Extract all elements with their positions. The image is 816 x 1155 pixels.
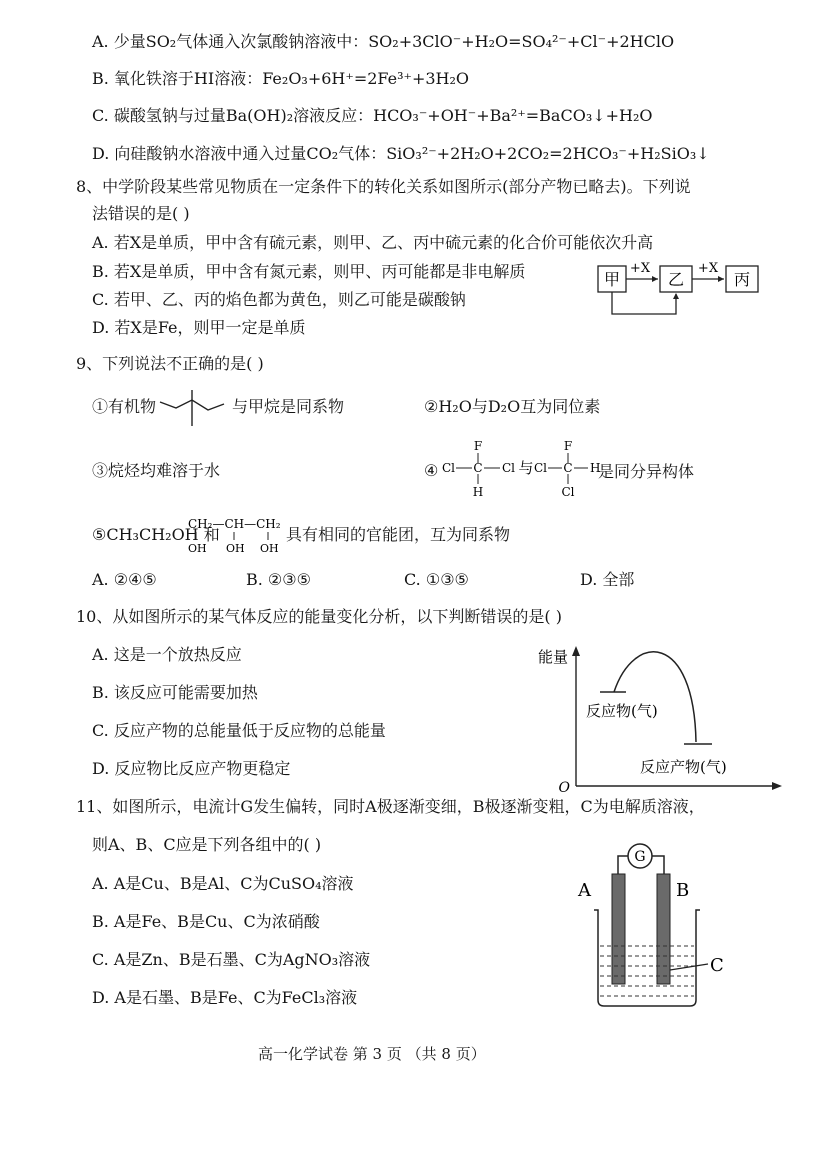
- q9-stem: 9、下列说法不正确的是( ): [76, 354, 264, 373]
- q9-statement-4-suffix: 是同分异构体: [598, 462, 695, 481]
- q9-structural-formulas: [440, 438, 600, 502]
- q7-option-d: D. 向硅酸钠水溶液中通入过量CO₂气体：SiO₃²⁻+2H₂O+2CO₂=2HCO₃⁻+H₂SiO₃↓: [92, 144, 710, 163]
- q9-statement-1-suffix: 与甲烷是同系物: [232, 397, 345, 416]
- q8-stem-line2: 法错误的是( ): [92, 204, 190, 223]
- galvanometer-label: G: [634, 849, 646, 865]
- q10-option-a: A. 这是一个放热反应: [92, 645, 242, 664]
- reactant-label: 反应物(气): [586, 702, 658, 720]
- q9-statement-5-suffix: 具有相同的官能团，互为同系物: [286, 525, 511, 544]
- q11-option-d: D. A是石墨、B是Fe、C为FeCl₃溶液: [92, 988, 358, 1007]
- q11-stem-line1: 11、如图所示，电流计G发生偏转，同时A极逐渐变细，B极逐渐变粗，C为电解质溶液，: [76, 797, 705, 816]
- electrode-b-label: B: [676, 880, 690, 901]
- wire-left: [618, 856, 628, 874]
- svg-text:C: C: [473, 461, 483, 475]
- svg-text:CH₂—CH—CH₂: CH₂—CH—CH₂: [188, 517, 281, 531]
- q7-option-c: C. 碳酸氢钠与过量Ba(OH)₂溶液反应：HCO₃⁻+OH⁻+Ba²⁺=BaCO₃↓+H₂O: [92, 106, 653, 125]
- box-bing-label: 丙: [733, 270, 751, 289]
- solution-label: C: [710, 955, 724, 976]
- return-arrow-head: [673, 293, 679, 299]
- q10-option-b: B. 该反应可能需要加热: [92, 683, 258, 702]
- energy-curve: [614, 652, 696, 742]
- q9-statement-1-prefix: ①有机物: [92, 397, 157, 416]
- product-label: 反应产物(气): [640, 758, 727, 776]
- q9-statement-4-prefix: ④: [424, 461, 439, 480]
- q11-option-a: A. A是Cu、B是Al、C为CuSO₄溶液: [92, 874, 354, 893]
- svg-text:H: H: [590, 461, 600, 475]
- q11-galvanic-cell: [572, 838, 732, 1018]
- svg-text:H: H: [472, 485, 484, 499]
- solution-pointer: [670, 964, 708, 970]
- svg-text:F: F: [563, 439, 573, 453]
- q9-choice-a: A. ②④⑤: [92, 570, 157, 589]
- wire-right: [652, 856, 664, 874]
- q8-option-a: A. 若X是单质，甲中含有硫元素，则甲、乙、丙中硫元素的化合价可能依次升高: [92, 233, 654, 252]
- arrow-2-label: +X: [697, 261, 719, 276]
- q9-choice-d: D. 全部: [580, 570, 635, 589]
- arrow-2-head: [718, 276, 724, 282]
- q10-option-d: D. 反应物比反应产物更稳定: [92, 759, 291, 778]
- q8-option-d: D. 若X是Fe，则甲一定是单质: [92, 318, 306, 337]
- svg-text:C: C: [563, 461, 573, 475]
- q7-option-a: A. 少量SO₂气体通入次氯酸钠溶液中：SO₂+3ClO⁻+H₂O=SO₄²⁻+Cl⁻+2HClO: [92, 32, 675, 51]
- q8-stem-line1: 8、中学阶段某些常见物质在一定条件下的转化关系如图所示(部分产物已略去)。下列说: [76, 177, 691, 196]
- q10-option-c: C. 反应产物的总能量低于反应物的总能量: [92, 721, 386, 740]
- box-jia-label: 甲: [603, 270, 621, 289]
- q11-option-b: B. A是Fe、B是Cu、C为浓硝酸: [92, 912, 320, 931]
- svg-text:Cl: Cl: [534, 461, 548, 475]
- electrode-a: [612, 874, 625, 984]
- q11-option-c: C. A是Zn、B是石墨、C为AgNO₃溶液: [92, 950, 371, 969]
- q9-statement-2: ②H₂O与D₂O互为同位素: [424, 397, 601, 416]
- arrow-1-head: [652, 276, 658, 282]
- q8-option-c: C. 若甲、乙、丙的焰色都为黄色，则乙可能是碳酸钠: [92, 290, 466, 309]
- q8-option-b: B. 若X是单质，甲中含有氮元素，则甲、丙可能都是非电解质: [92, 262, 526, 281]
- svg-text:OH: OH: [260, 542, 279, 555]
- q9-choice-b: B. ②③⑤: [246, 570, 311, 589]
- q9-skeletal-structure: [156, 390, 232, 432]
- svg-text:OH: OH: [226, 542, 245, 555]
- origin-label: O: [558, 780, 570, 792]
- beaker: [594, 910, 700, 1006]
- energy-axis-label: 能量: [538, 648, 569, 666]
- svg-text:Cl: Cl: [561, 485, 575, 499]
- q7-option-b: B. 氧化铁溶于HI溶液：Fe₂O₃+6H⁺=2Fe³⁺+3H₂O: [92, 69, 470, 88]
- q9-choice-c: C. ①③⑤: [404, 570, 469, 589]
- electrode-a-label: A: [578, 880, 591, 901]
- svg-text:OH: OH: [188, 542, 207, 555]
- q9-statement-5-prefix: ⑤CH₃CH₂OH 和: [92, 525, 220, 544]
- q10-stem: 10、从如图所示的某气体反应的能量变化分析，以下判断错误的是( ): [76, 607, 562, 626]
- svg-text:Cl: Cl: [502, 461, 516, 475]
- return-arrow: [612, 292, 676, 314]
- svg-text:Cl: Cl: [442, 461, 456, 475]
- q11-stem-line2: 则A、B、C应是下列各组中的( ): [92, 835, 322, 854]
- q8-conversion-diagram: [590, 258, 780, 320]
- q9-statement-3: ③烷烃均难溶于水: [92, 461, 221, 480]
- electrode-b: [657, 874, 670, 984]
- svg-text:F: F: [473, 439, 483, 453]
- page-footer: 高一化学试卷 第 3 页 （共 8 页）: [258, 1045, 486, 1063]
- box-yi-label: 乙: [667, 270, 685, 289]
- q9-glycerol-formula: [186, 512, 286, 556]
- q9-statement-4-middle: 与: [518, 459, 534, 477]
- q10-energy-diagram: [534, 642, 784, 792]
- arrow-1-label: +X: [629, 261, 651, 276]
